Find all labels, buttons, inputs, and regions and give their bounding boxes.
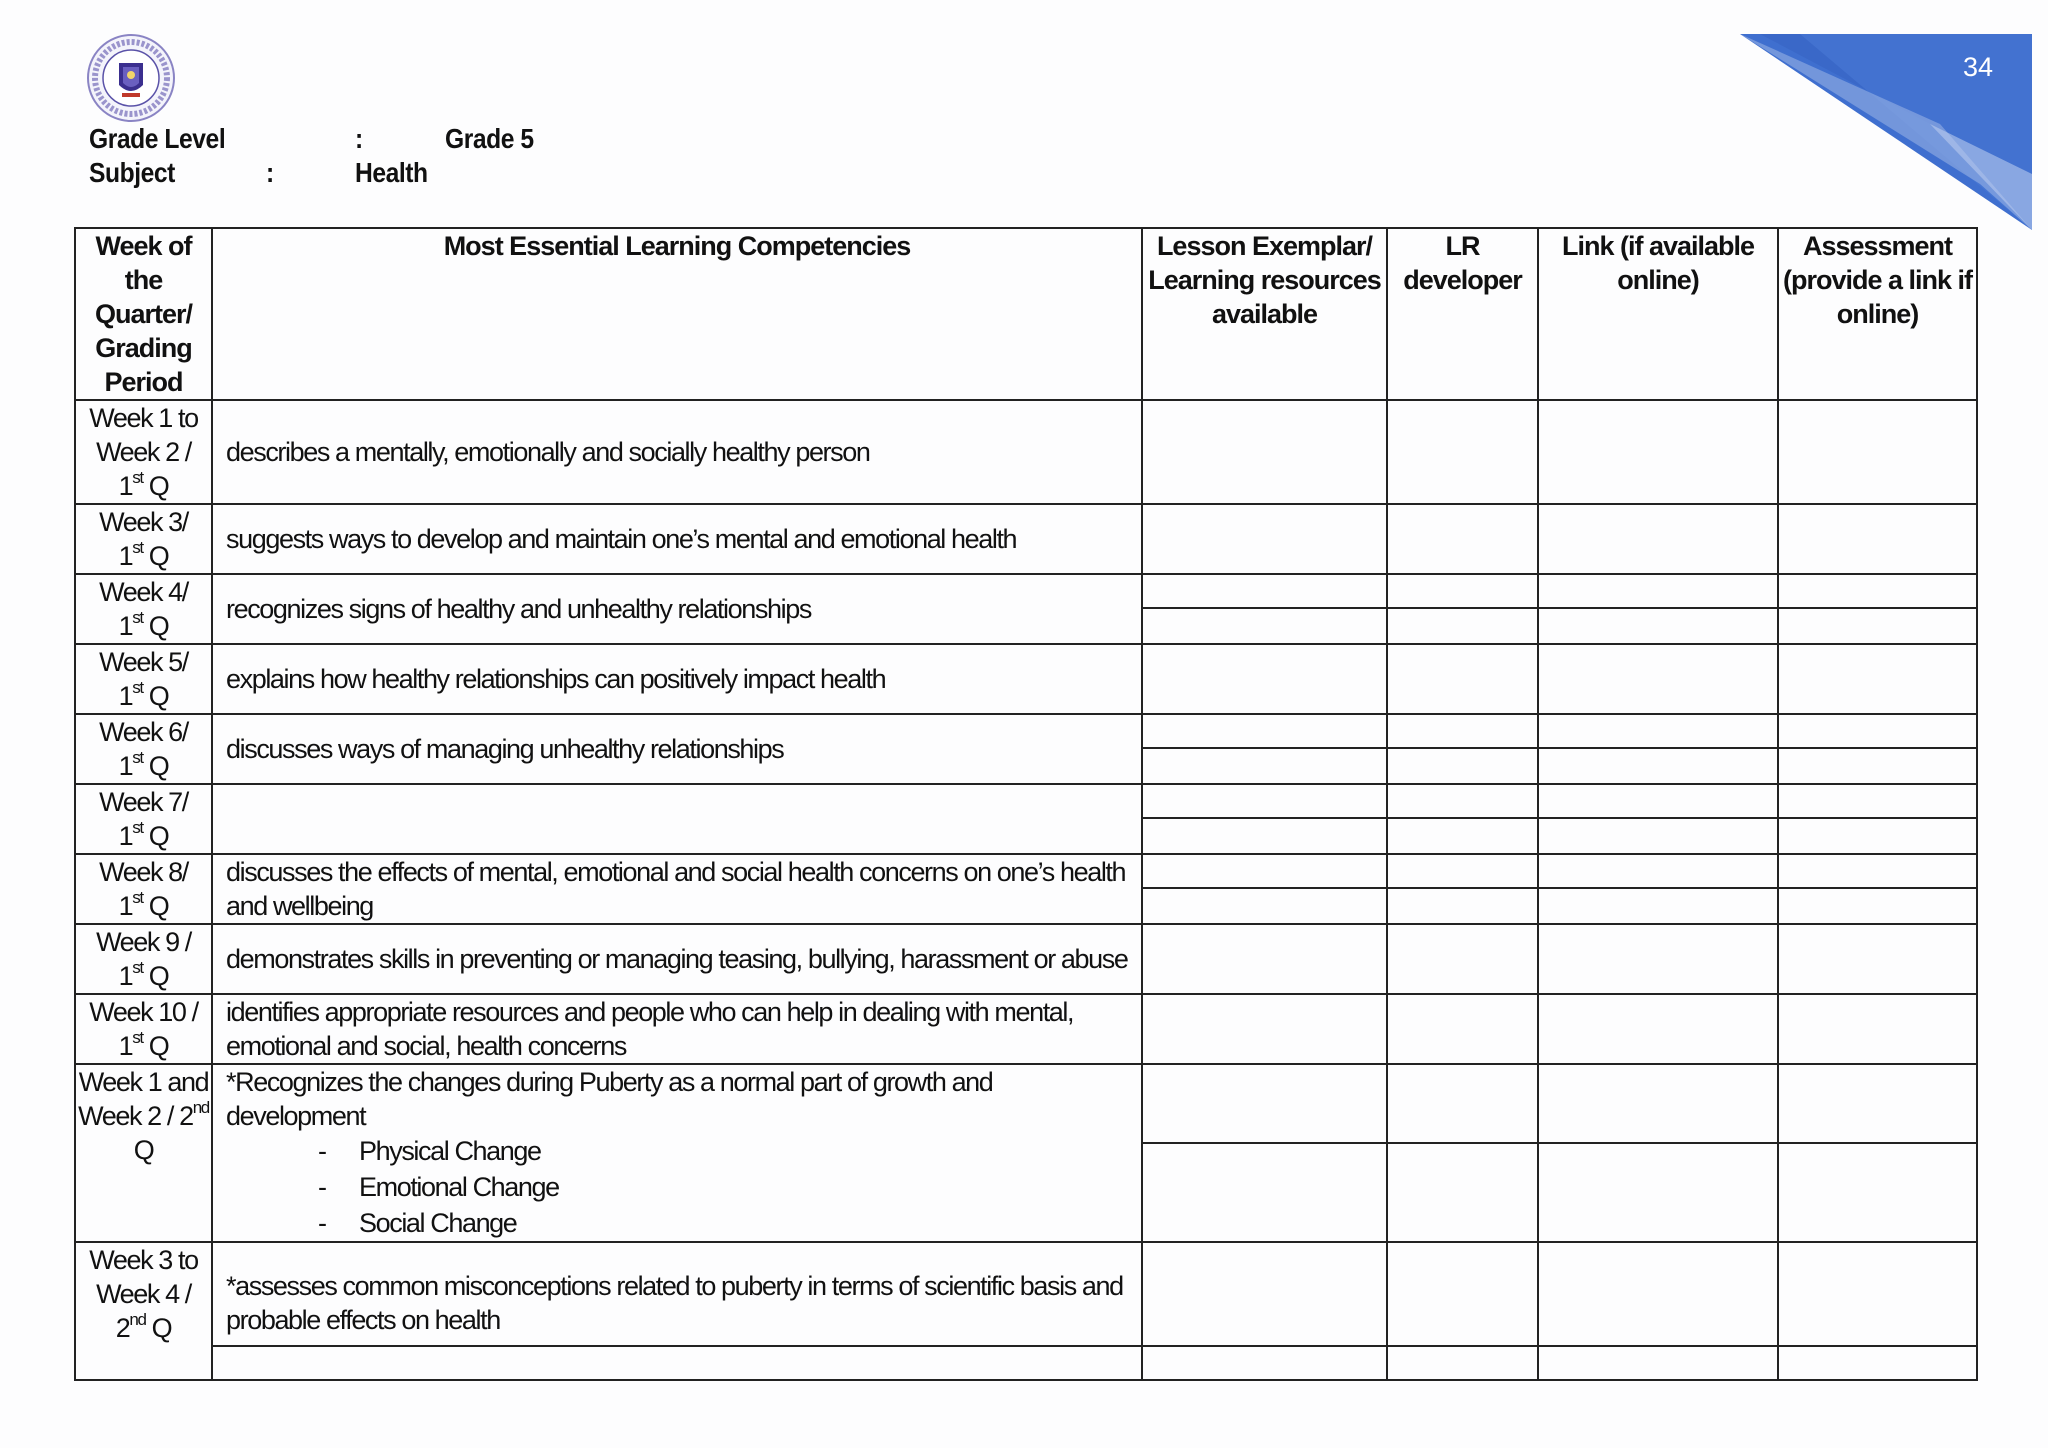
empty-cell (1142, 504, 1387, 574)
puberty-changes-list (226, 1133, 1133, 1241)
empty-cell (1538, 888, 1778, 924)
empty-cell (1538, 784, 1778, 818)
empty-cell (1778, 1242, 1977, 1346)
table-row (75, 994, 1977, 1064)
empty-cell (1142, 818, 1387, 854)
empty-cell (1778, 608, 1977, 644)
empty-cell (1142, 784, 1387, 818)
empty-cell (1387, 818, 1538, 854)
week-cell: Week 1 and Week 2 / 2nd Q (75, 1064, 212, 1242)
empty-cell (1538, 1143, 1778, 1242)
list-item: - Emotional Change (359, 1169, 1133, 1205)
empty-cell (1387, 1346, 1538, 1380)
week-cell: Week 3 to Week 4 / 2nd Q (75, 1242, 212, 1380)
week-cell: Week 4/ 1st Q (75, 574, 212, 644)
empty-cell (212, 1346, 1142, 1380)
competency-cell: discusses the effects of mental, emotional and social health concerns on one’s health and wellbeing (212, 854, 1142, 924)
competency-cell (212, 1064, 1142, 1242)
empty-cell (1142, 1346, 1387, 1380)
empty-cell (1778, 1143, 1977, 1242)
empty-cell (1387, 1242, 1538, 1346)
empty-cell (1142, 1242, 1387, 1346)
table-row (75, 644, 1977, 714)
empty-cell (1387, 608, 1538, 644)
page-number: 34 (1963, 52, 1994, 82)
week-cell: Week 1 to Week 2 / 1st Q (75, 400, 212, 504)
competency-cell: describes a mentally, emotionally and socially healthy person (212, 400, 1142, 504)
empty-cell (1142, 1064, 1387, 1143)
empty-cell (1387, 924, 1538, 994)
header-competencies: Most Essential Learning Competencies (212, 228, 1142, 400)
empty-cell (1142, 608, 1387, 644)
competency-cell: demonstrates skills in preventing or managing teasing, bullying, harassment or abuse (212, 924, 1142, 994)
empty-cell (1778, 714, 1977, 748)
empty-cell (1778, 1064, 1977, 1143)
empty-cell (1538, 644, 1778, 714)
empty-cell (1778, 644, 1977, 714)
empty-cell (1387, 644, 1538, 714)
empty-cell (1778, 854, 1977, 888)
list-item: - Physical Change (359, 1133, 1133, 1169)
empty-cell (1538, 924, 1778, 994)
empty-cell (1387, 888, 1538, 924)
table-header-row (75, 228, 1977, 400)
empty-cell (1538, 400, 1778, 504)
empty-cell (1538, 504, 1778, 574)
empty-cell (1387, 400, 1538, 504)
table-row (75, 400, 1977, 504)
empty-cell (1387, 574, 1538, 608)
empty-cell (1142, 400, 1387, 504)
week-cell: Week 6/ 1st Q (75, 714, 212, 784)
empty-cell (1387, 784, 1538, 818)
table-row (75, 854, 1977, 888)
table-row (75, 784, 1977, 818)
table-row (75, 714, 1977, 748)
header-link: Link (if available online) (1538, 228, 1778, 400)
empty-cell (1142, 574, 1387, 608)
week-cell: Week 7/ 1st Q (75, 784, 212, 854)
grade-level-label: Grade Level (89, 123, 226, 154)
empty-cell (1778, 748, 1977, 784)
empty-cell (1142, 854, 1387, 888)
competency-text: *Recognizes the changes during Puberty as a normal part of growth and development (226, 1067, 993, 1131)
week-cell: Week 5/ 1st Q (75, 644, 212, 714)
corner-decoration (1740, 34, 2048, 234)
header-week: Week of the Quarter/ Grading Period (75, 228, 212, 400)
competency-cell: recognizes signs of healthy and unhealthy relationships (212, 574, 1142, 644)
empty-cell (1538, 1346, 1778, 1380)
grade-level-value: Grade 5 (445, 123, 534, 154)
empty-cell (1142, 714, 1387, 748)
empty-cell (1778, 504, 1977, 574)
empty-cell (1387, 504, 1538, 574)
empty-cell (1142, 994, 1387, 1064)
competency-cell: identifies appropriate resources and people who can help in dealing with mental, emotional and social, health concerns (212, 994, 1142, 1064)
week-cell: Week 9 / 1st Q (75, 924, 212, 994)
competency-cell: explains how healthy relationships can positively impact health (212, 644, 1142, 714)
empty-cell (1538, 714, 1778, 748)
empty-cell (1778, 1346, 1977, 1380)
subject-label: Subject (89, 157, 175, 188)
grade-level-colon: : (355, 123, 363, 154)
empty-cell (1387, 1143, 1538, 1242)
empty-cell (1538, 1242, 1778, 1346)
empty-cell (1538, 574, 1778, 608)
table-row (75, 574, 1977, 608)
empty-cell (1778, 784, 1977, 818)
table-row (75, 924, 1977, 994)
subject-value: Health (355, 157, 428, 188)
table-row (75, 1242, 1977, 1346)
competency-cell: *assesses common misconceptions related to puberty in terms of scientific basis and probable effects on health (212, 1242, 1142, 1346)
empty-cell (1778, 574, 1977, 608)
week-cell: Week 10 / 1st Q (75, 994, 212, 1064)
empty-cell (1538, 608, 1778, 644)
empty-cell (1778, 400, 1977, 504)
competency-cell: suggests ways to develop and maintain one’s mental and emotional health (212, 504, 1142, 574)
empty-cell (1778, 994, 1977, 1064)
empty-cell (1387, 994, 1538, 1064)
empty-cell (1387, 714, 1538, 748)
competency-cell: discusses ways of managing unhealthy relationships (212, 714, 1142, 784)
empty-cell (1142, 644, 1387, 714)
empty-cell (1538, 994, 1778, 1064)
header-lr-developer: LR developer (1387, 228, 1538, 400)
melc-table (74, 227, 1978, 1381)
empty-cell (1538, 748, 1778, 784)
empty-cell (1142, 924, 1387, 994)
header-lesson-exemplar: Lesson Exemplar/ Learning resources available (1142, 228, 1387, 400)
empty-cell (1142, 888, 1387, 924)
table-row (75, 1064, 1977, 1143)
empty-cell (1387, 748, 1538, 784)
empty-cell (1387, 1064, 1538, 1143)
competency-cell (212, 784, 1142, 854)
empty-cell (1142, 748, 1387, 784)
empty-cell (1778, 888, 1977, 924)
empty-cell (1538, 854, 1778, 888)
subject-colon: : (266, 157, 274, 188)
week-cell: Week 8/ 1st Q (75, 854, 212, 924)
table-row (75, 504, 1977, 574)
header-assessment: Assessment (provide a link if online) (1778, 228, 1977, 400)
empty-cell (1538, 818, 1778, 854)
empty-cell (1142, 1143, 1387, 1242)
empty-cell (1778, 924, 1977, 994)
week-cell: Week 3/ 1st Q (75, 504, 212, 574)
empty-cell (1538, 1064, 1778, 1143)
list-item: - Social Change (359, 1205, 1133, 1241)
empty-cell (1387, 854, 1538, 888)
empty-cell (1778, 818, 1977, 854)
deped-seal-logo (86, 33, 176, 123)
